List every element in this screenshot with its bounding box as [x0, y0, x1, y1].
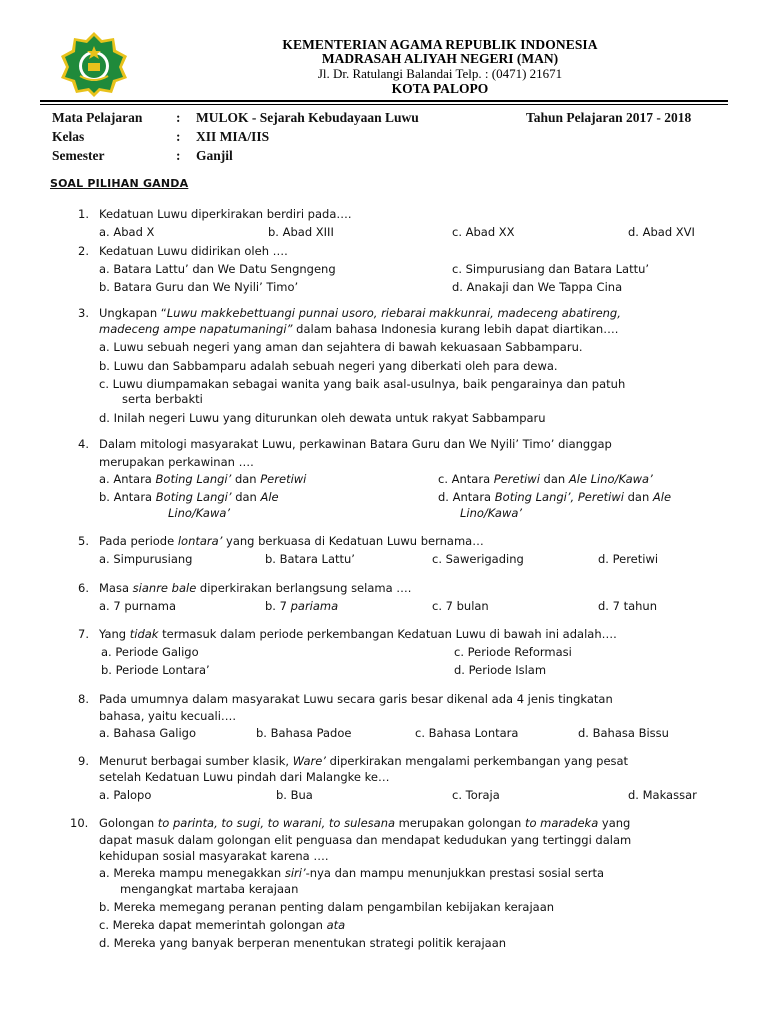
option-c: c. Toraja — [452, 788, 500, 802]
option-b: b. Bua — [276, 788, 313, 802]
question-number: 1. — [78, 207, 89, 221]
option-c: c. Simpurusiang dan Batara Lattu’ — [452, 262, 650, 276]
subject-value: MULOK - Sejarah Kebudayaan Luwu — [196, 110, 419, 125]
question-text: Menurut berbagai sumber klasik, Ware’ diperkirakan mengalami perkembangan yang pesat — [99, 754, 629, 768]
question-text: Yang tidak termasuk dalam periode perkembangan Kedatuan Luwu di bawah ini adalah…. — [99, 627, 617, 641]
question-text: setelah Kedatuan Luwu pindah dari Malangke ke… — [99, 770, 390, 784]
question-text: Kedatuan Luwu didirikan oleh …. — [99, 244, 288, 258]
question-text: madeceng ampe napatumaningi” dalam bahasa Indonesia kurang lebih dapat diartikan…. — [99, 322, 619, 336]
option-a: a. 7 purnama — [99, 599, 177, 613]
option-d: d. Anakaji dan We Tappa Cina — [452, 280, 623, 294]
semester-value: Ganjil — [196, 148, 233, 163]
option-b: b. Antara Boting Langi’ dan Ale — [99, 490, 279, 504]
option-b: b. Batara Guru dan We Nyili’ Timo’ — [99, 280, 299, 294]
subject-label: Mata Pelajaran — [52, 110, 143, 125]
option-d: d. Antara Boting Langi’, Peretiwi dan Ale — [438, 490, 672, 504]
option-a: a. Palopo — [99, 788, 152, 802]
semester-label: Semester — [52, 148, 105, 163]
option-d: d. Bahasa Bissu — [578, 726, 669, 740]
question-number: 5. — [78, 534, 89, 548]
question-number: 10. — [70, 816, 89, 830]
section-title: SOAL PILIHAN GANDA — [50, 177, 189, 190]
question-text: merupakan perkawinan …. — [99, 455, 254, 469]
option-c: c. Periode Reformasi — [454, 645, 572, 659]
class-label: Kelas — [52, 129, 85, 144]
ministry-name: KEMENTERIAN AGAMA REPUBLIK INDONESIA — [282, 37, 598, 52]
option-b: b. Mereka memegang peranan penting dalam pengambilan kebijakan kerajaan — [99, 900, 555, 914]
option-c: c. Antara Peretiwi dan Ale Lino/Kawa’ — [438, 472, 653, 486]
option-a: a. Abad X — [99, 225, 155, 239]
option-c: c. Bahasa Lontara — [415, 726, 519, 740]
option-d: d. 7 tahun — [598, 599, 658, 613]
class-value: XII MIA/IIS — [196, 129, 270, 144]
option-a-continued: mengangkat martaba kerajaan — [120, 882, 299, 896]
option-d: d. Inilah negeri Luwu yang diturunkan oleh dewata untuk rakyat Sabbamparu — [99, 411, 546, 425]
option-a: a. Antara Boting Langi’ dan Peretiwi — [99, 472, 307, 486]
question-number: 8. — [78, 692, 89, 706]
option-d: d. Mereka yang banyak berperan menentukan strategi politik kerajaan — [99, 936, 507, 950]
option-b: b. Periode Lontara’ — [101, 663, 210, 677]
header-divider — [40, 100, 728, 102]
school-year: Tahun Pelajaran 2017 - 2018 — [526, 110, 692, 125]
option-c: c. Abad XX — [452, 225, 515, 239]
option-b-continued: Lino/Kawa’ — [168, 506, 231, 520]
option-c: c. Sawerigading — [432, 552, 524, 566]
question-text: dapat masuk dalam golongan elit penguasa dan mendapat kedudukan yang tertinggi dalam — [99, 833, 632, 847]
colon: : — [176, 129, 181, 144]
question-text: Pada periode lontara’ yang berkuasa di Kedatuan Luwu bernama… — [99, 534, 484, 548]
option-c: c. 7 bulan — [432, 599, 489, 613]
colon: : — [176, 148, 181, 163]
header-divider-thin — [40, 104, 728, 105]
option-c-continued: serta berbakti — [122, 392, 203, 406]
question-number: 9. — [78, 754, 89, 768]
option-b: b. Bahasa Padoe — [256, 726, 352, 740]
option-b: b. Luwu dan Sabbamparu adalah sebuah negeri yang diberkati oleh para dewa. — [99, 359, 558, 373]
option-d: d. Abad XVI — [628, 225, 695, 239]
option-a: a. Mereka mampu menegakkan siri’-nya dan mampu menunjukkan prestasi sosial serta — [99, 866, 604, 880]
question-number: 3. — [78, 306, 89, 320]
option-d: d. Peretiwi — [598, 552, 659, 566]
letterhead — [150, 38, 730, 96]
question-text: Masa sianre bale diperkirakan berlangsung selama …. — [99, 581, 412, 595]
option-d-continued: Lino/Kawa’ — [460, 506, 523, 520]
question-text: Golongan to parinta, to sugi, to warani, to sulesana merupakan golongan to maradeka yang — [99, 816, 631, 830]
question-number: 2. — [78, 244, 89, 258]
option-a: a. Luwu sebuah negeri yang aman dan sejahtera di bawah kekuasaan Sabbamparu. — [99, 340, 583, 354]
question-text: Ungkapan “Luwu makkebettuangi punnai usoro, riebarai makkunrai, madeceng abatireng, — [99, 306, 621, 320]
question-number: 6. — [78, 581, 89, 595]
option-c: c. Mereka dapat memerintah golongan ata — [99, 918, 346, 932]
option-a: a. Batara Lattu’ dan We Datu Sengngeng — [99, 262, 336, 276]
question-text: Kedatuan Luwu diperkirakan berdiri pada…. — [99, 207, 352, 221]
question-number: 4. — [78, 437, 89, 451]
option-a: a. Periode Galigo — [101, 645, 199, 659]
option-b: b. Batara Lattu’ — [265, 552, 355, 566]
question-text: kehidupan sosial masyarakat karena …. — [99, 849, 329, 863]
option-d: d. Periode Islam — [454, 663, 547, 677]
option-a: a. Bahasa Galigo — [99, 726, 197, 740]
school-address: Jl. Dr. Ratulangi Balandai Telp. : (0471) 21671 — [317, 66, 563, 81]
option-a: a. Simpurusiang — [99, 552, 193, 566]
question-text: bahasa, yaitu kecuali…. — [99, 709, 237, 723]
option-c: c. Luwu diumpamakan sebagai wanita yang baik asal-usulnya, baik pengarainya dan patuh — [99, 377, 626, 391]
school-city: KOTA PALOPO — [391, 81, 489, 96]
question-text: Pada umumnya dalam masyarakat Luwu secara garis besar dikenal ada 4 jenis tingkatan — [99, 692, 613, 706]
question-number: 7. — [78, 627, 89, 641]
colon: : — [176, 110, 181, 125]
option-b: b. 7 pariama — [265, 599, 339, 613]
kemenag-logo-icon — [56, 30, 132, 98]
option-d: d. Makassar — [628, 788, 697, 802]
option-b: b. Abad XIII — [268, 225, 334, 239]
school-name: MADRASAH ALIYAH NEGERI (MAN) — [321, 51, 559, 66]
question-text: Dalam mitologi masyarakat Luwu, perkawinan Batara Guru dan We Nyili’ Timo’ dianggap — [99, 437, 612, 451]
